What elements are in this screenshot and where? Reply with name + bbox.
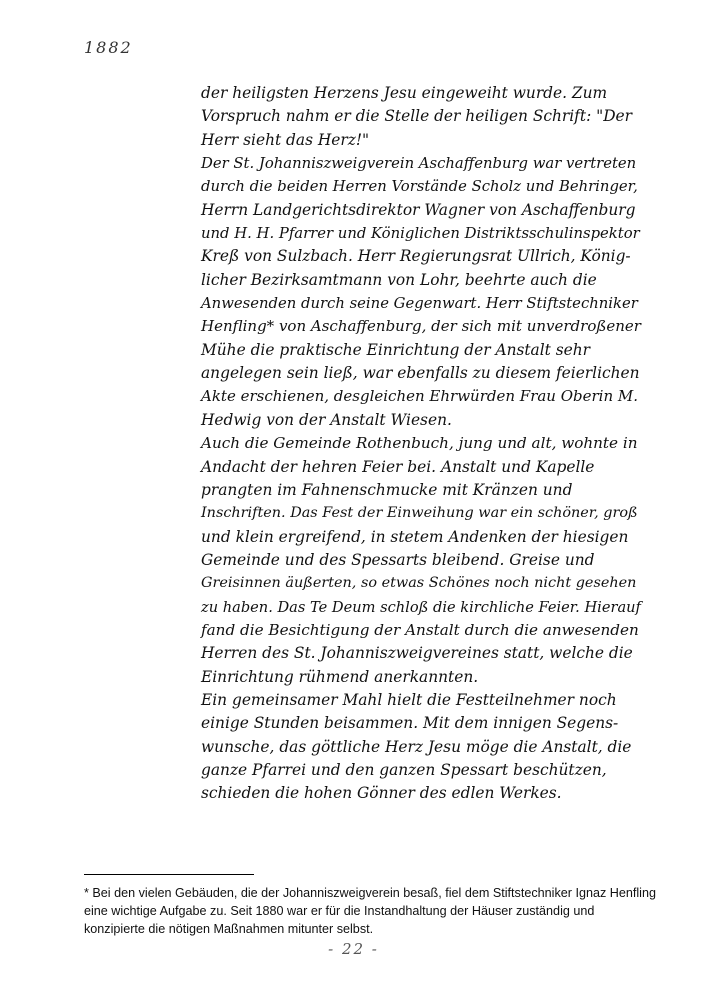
body-line: Andacht der hehren Feier bei. Anstalt und Kapelle xyxy=(201,457,595,476)
page-year: 1882 xyxy=(84,38,133,57)
footnote-line: konzipierte die nötigen Maßnahmen mitunter selbst. xyxy=(84,922,374,936)
body-line: angelegen sein ließ, war ebenfalls zu diesem feierlichen xyxy=(201,364,640,383)
body-line: und H. H. Pfarrer und Königlichen Distriktsschulinspektor xyxy=(201,225,640,243)
body-line: Hedwig von der Anstalt Wiesen. xyxy=(201,410,452,429)
body-line: durch die beiden Herren Vorstände Scholz und Behringer, xyxy=(201,178,638,196)
body-line: der heiligsten Herzens Jesu eingeweiht wurde. Zum xyxy=(201,84,608,102)
body-line: wunsche, das göttliche Herz Jesu möge die Anstalt, die xyxy=(201,737,632,756)
footnote-divider xyxy=(84,874,254,875)
body-line: Herren des St. Johanniszweigvereines statt, welche die xyxy=(201,644,633,663)
body-line: Gemeinde und des Spessarts bleibend. Greise und xyxy=(201,550,595,569)
body-line: fand die Besichtigung der Anstalt durch die anwesenden xyxy=(201,620,639,639)
body-line: Akte erschienen, desgleichen Ehrwürden Frau Oberin M. xyxy=(201,387,639,406)
body-line: Herrn Landgerichtsdirektor Wagner von Aschaffenburg xyxy=(201,200,636,219)
body-line: Herr sieht das Herz!" xyxy=(201,130,370,149)
handwritten-body-text xyxy=(201,82,641,806)
body-line: Anwesenden durch seine Gegenwart. Herr Stiftstechniker xyxy=(201,295,638,313)
body-line: Inschriften. Das Fest der Einweihung war ein schöner, groß xyxy=(201,505,638,522)
page-number: - 22 - xyxy=(328,940,379,958)
body-line: Der St. Johanniszweigverein Aschaffenburg war vertreten xyxy=(201,155,637,173)
body-line: schieden die hohen Gönner des edlen Werkes. xyxy=(201,784,562,803)
body-line: Greisinnen äußerten, so etwas Schönes noch nicht gesehen xyxy=(201,575,637,592)
body-line: Ein gemeinsamer Mahl hielt die Festteilnehmer noch xyxy=(201,690,617,709)
body-line: Einrichtung rühmend anerkannten. xyxy=(201,667,479,686)
footnote xyxy=(84,884,684,938)
body-line: einige Stunden beisammen. Mit dem innigen Segens- xyxy=(201,714,619,733)
body-line: Mühe die praktische Einrichtung der Anstalt sehr xyxy=(201,340,591,359)
body-line: Vorspruch nahm er die Stelle der heiligen Schrift: "Der xyxy=(201,107,633,126)
body-line: licher Bezirksamtmann von Lohr, beehrte auch die xyxy=(201,270,597,289)
body-line: Auch die Gemeinde Rothenbuch, jung und alt, wohnte in xyxy=(201,434,638,453)
body-line: zu haben. Das Te Deum schloß die kirchliche Feier. Hierauf xyxy=(201,598,641,616)
body-line: Henfling* von Aschaffenburg, der sich mit unverdroßener xyxy=(201,317,641,336)
body-line: prangten im Fahnenschmucke mit Kränzen und xyxy=(201,480,573,499)
footnote-line: * Bei den vielen Gebäuden, die der Johanniszweigverein besaß, fiel dem Stiftstechniker Ignaz Henfling xyxy=(84,886,656,900)
footnote-line: eine wichtige Aufgabe zu. Seit 1880 war er für die Instandhaltung der Häuser zuständig und xyxy=(84,904,595,918)
body-line: Kreß von Sulzbach. Herr Regierungsrat Ullrich, König- xyxy=(201,247,631,266)
body-line: ganze Pfarrei und den ganzen Spessart beschützen, xyxy=(201,760,607,779)
body-line: und klein ergreifend, in stetem Andenken der hiesigen xyxy=(201,527,629,546)
